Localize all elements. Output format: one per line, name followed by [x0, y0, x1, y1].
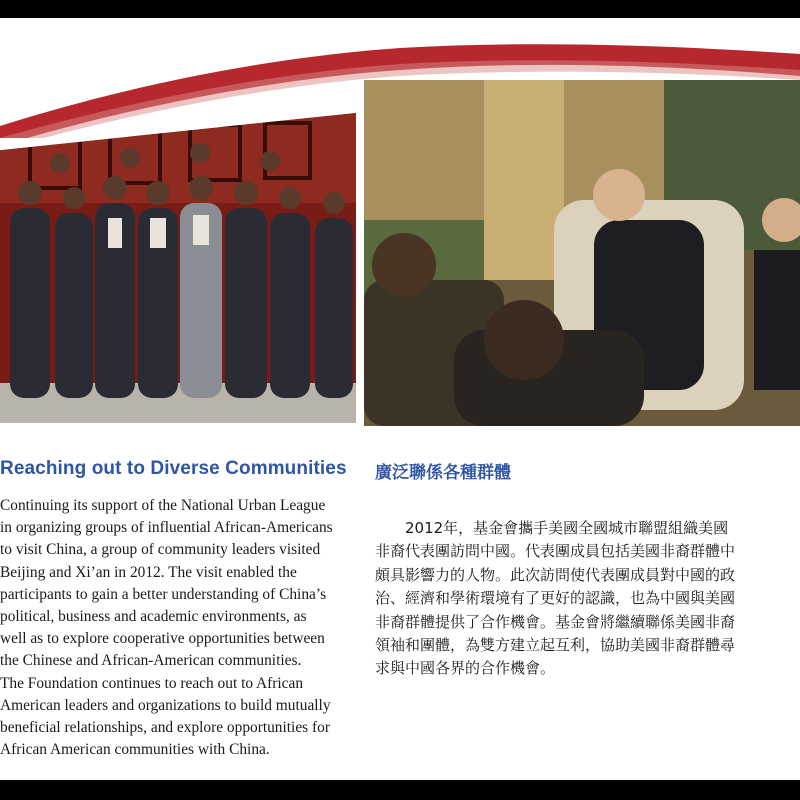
english-body-line: Continuing its support of the National Urban League — [0, 497, 326, 514]
english-body-line: African American communities with China. — [0, 741, 270, 759]
chinese-body-line: 頗具影響力的人物。此次訪問使代表團成員對中國的政 — [375, 565, 736, 584]
brochure-page — [0, 18, 800, 780]
english-body-line: participants to gain a better understanding of China’s — [0, 585, 327, 603]
chinese-body-line: 治、經濟和學術環境有了更好的認識，也為中國與美國 — [375, 589, 736, 608]
english-body-line: political, business and academic environments, as — [0, 608, 307, 626]
chinese-body-line: 非裔群體提供了合作機會。基金會將繼續聯係美國非裔 — [375, 612, 736, 631]
chinese-body-text — [375, 517, 800, 681]
chinese-heading: 廣泛聯係各種群體 — [375, 463, 511, 483]
group-photo — [0, 113, 356, 423]
chinese-body-line: 求與中國各界的合作機會。 — [375, 659, 556, 678]
chinese-body-line: 非裔代表團訪問中國。代表團成員包括美國非裔群體中 — [375, 542, 736, 561]
english-body-line: the Chinese and African-American communities. — [0, 652, 302, 670]
english-body-line: well as to explore cooperative opportunities between — [0, 630, 325, 648]
chinese-body-line: 領袖和團體，為雙方建立起互利，協助美國非裔群體尋 — [375, 636, 736, 655]
meeting-photo — [364, 80, 800, 426]
english-body-line: in organizing groups of influential African-Americans — [0, 519, 333, 537]
english-body-line: The Foundation continues to reach out to African — [0, 674, 304, 692]
english-body-line: beneficial relationships, and explore opportunities for — [0, 719, 330, 737]
english-heading: Reaching out to Diverse Communities — [0, 458, 347, 479]
english-body-text — [0, 495, 372, 761]
chinese-body-line: 2012年，基金會攜手美國全國城市聯盟組織美國 — [375, 519, 729, 537]
english-body-line: to visit China, a group of community leaders visited — [0, 541, 321, 559]
english-body-line: Beijing and Xi’an in 2012. The visit enabled the — [0, 563, 297, 581]
english-body-line: American leaders and organizations to build mutually — [0, 696, 331, 714]
